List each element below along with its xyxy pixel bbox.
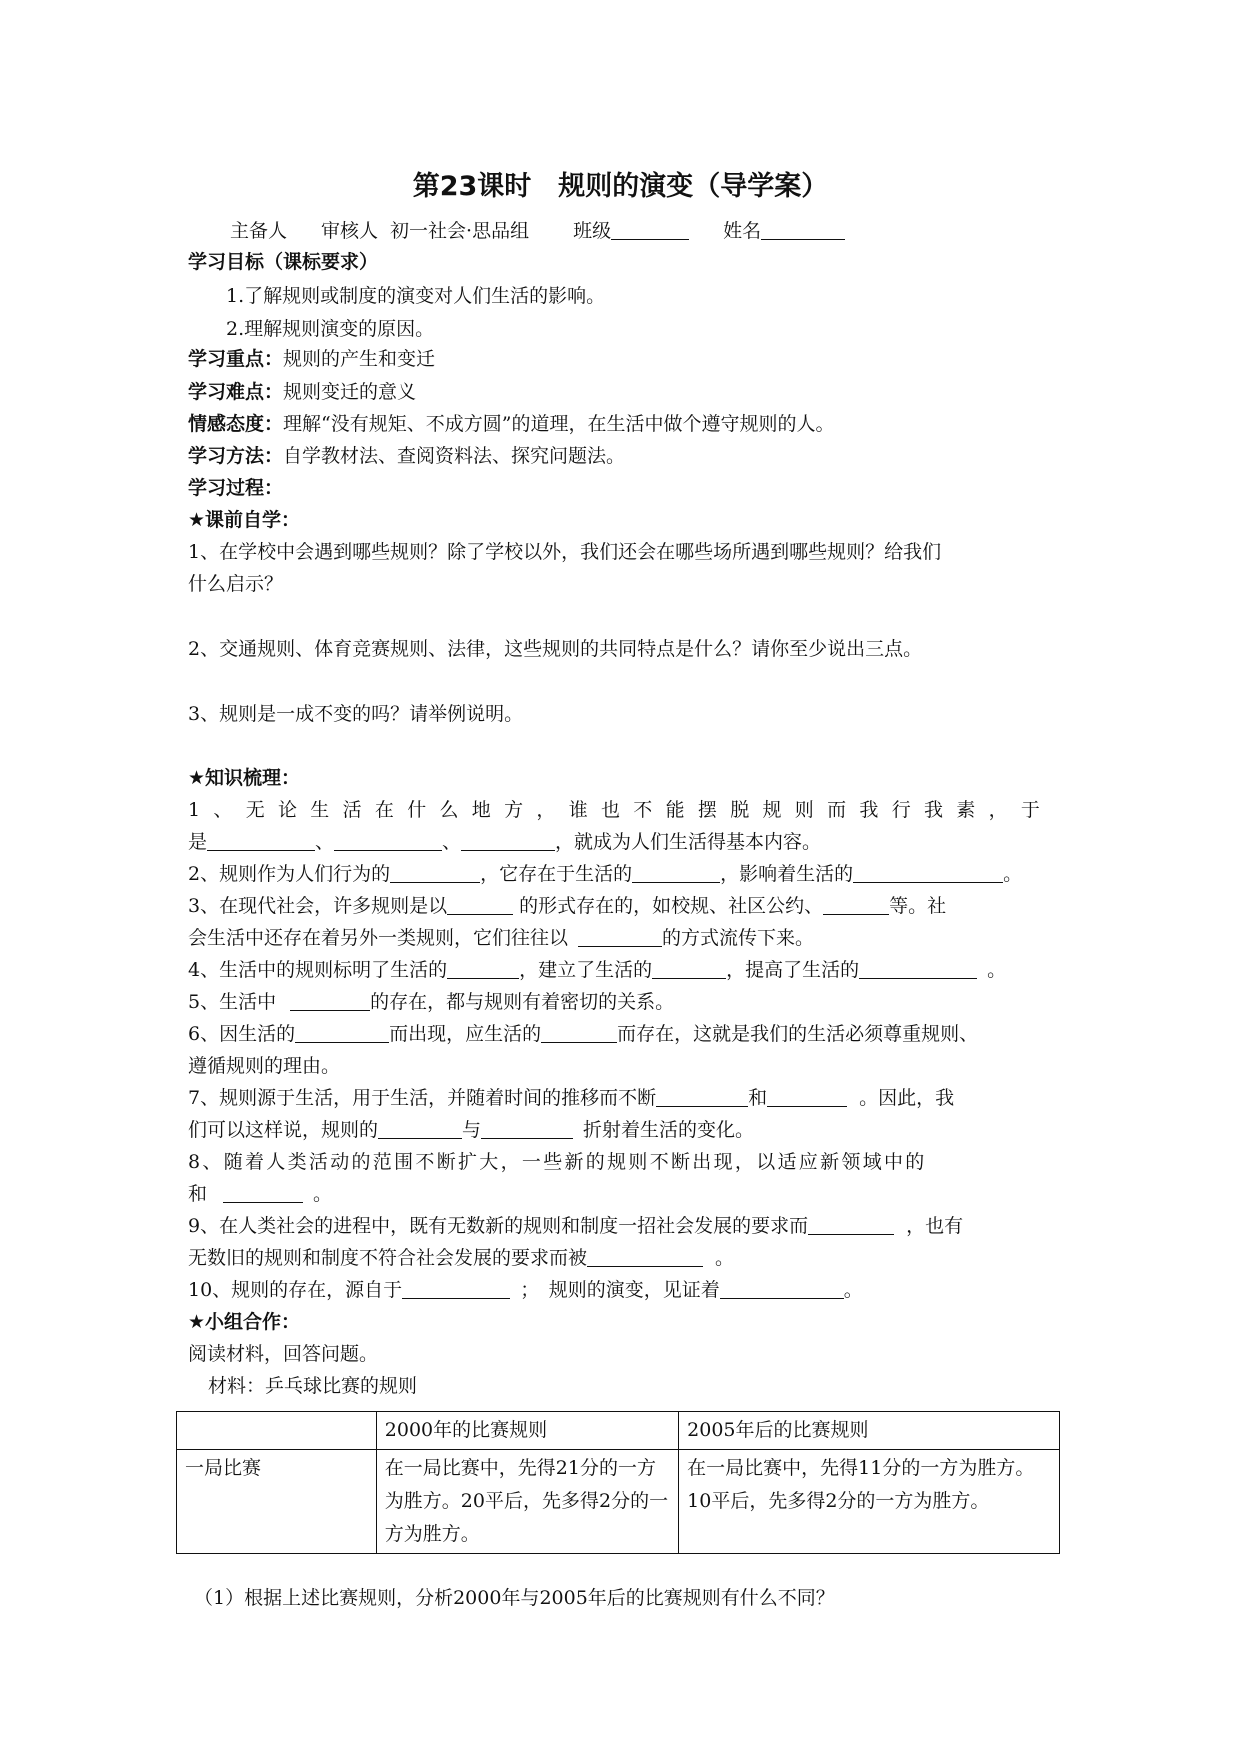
difficulty-label: 学习难点： <box>188 381 284 403</box>
knowledge-item-4 <box>188 957 1006 983</box>
key-point-label: 学习重点： <box>188 348 284 370</box>
knowledge-heading: ★知识梳理： <box>188 767 301 789</box>
text-segment: 2、规则作为人们行为的 <box>188 863 391 885</box>
method-label: 学习方法： <box>188 445 284 467</box>
text-segment: 和 <box>188 1183 208 1205</box>
knowledge-item-9-cont <box>188 1245 734 1271</box>
text-segment: 。 <box>843 1279 863 1301</box>
preview-question-3: 3、规则是一成不变的吗？请举例说明。 <box>188 703 524 725</box>
group-work-heading: ★小组合作： <box>188 1311 301 1333</box>
key-point-line <box>188 346 435 372</box>
knowledge-item-3-cont <box>188 925 814 951</box>
text-segment: 而存在，这就是我们的生活必须尊重规则、 <box>617 1023 979 1045</box>
text-segment: 。因此，我 <box>859 1087 955 1109</box>
text-segment: 无数旧的规则和制度不符合社会发展的要求而被 <box>188 1247 588 1269</box>
fill-blank[interactable] <box>652 958 726 979</box>
knowledge-item-6 <box>188 1021 978 1047</box>
text-segment: 7、规则源于生活，用于生活，并随着时间的推移而不断 <box>188 1087 657 1109</box>
method-line <box>188 443 625 469</box>
text-segment: 会生活中还存在着另外一类规则，它们往往以 <box>188 927 569 949</box>
author-label: 主备人 <box>230 220 288 242</box>
text-segment: 和 <box>748 1087 768 1109</box>
text-segment: 与 <box>462 1119 482 1141</box>
objective-item: 1.了解规则或制度的演变对人们生活的影响。 <box>226 285 606 307</box>
knowledge-item-7 <box>188 1085 954 1111</box>
process-label: 学习过程： <box>188 477 284 499</box>
preview-question-1: 1、在学校中会遇到哪些规则？除了学校以外，我们还会在哪些场所遇到哪些规则？给我们 <box>188 541 942 563</box>
table-cell: 一局比赛 <box>177 1450 377 1554</box>
knowledge-item-8-cont <box>188 1181 332 1207</box>
fill-blank[interactable] <box>447 958 519 979</box>
fill-blank[interactable] <box>207 830 315 851</box>
table-header-cell: 2000年的比赛规则 <box>376 1412 678 1450</box>
text-segment: 、 <box>442 831 462 853</box>
fill-blank[interactable] <box>720 1278 844 1299</box>
header-line <box>230 218 845 244</box>
class-label: 班级 <box>573 220 612 242</box>
text-segment: 10、规则的存在，源自于 <box>188 1279 403 1301</box>
fill-blank[interactable] <box>656 1086 748 1107</box>
fill-blank[interactable] <box>853 862 1003 883</box>
class-blank[interactable] <box>611 219 689 240</box>
key-point-text: 规则的产生和变迁 <box>283 348 436 370</box>
fill-blank[interactable] <box>461 830 555 851</box>
fill-blank[interactable] <box>290 990 370 1011</box>
text-segment: ； 规则的演变，见证着 <box>520 1279 720 1301</box>
fill-blank[interactable] <box>578 926 662 947</box>
fill-blank[interactable] <box>767 1086 847 1107</box>
attitude-label: 情感态度： <box>188 413 284 435</box>
knowledge-item-5 <box>188 989 674 1015</box>
table-header-cell: 2005年后的比赛规则 <box>679 1412 1060 1450</box>
text-segment: 折射着生活的变化。 <box>583 1119 755 1141</box>
fill-blank[interactable] <box>859 958 977 979</box>
knowledge-item-10 <box>188 1277 863 1303</box>
table-header-cell <box>177 1412 377 1450</box>
text-segment: 。 <box>1003 863 1023 885</box>
knowledge-item-9 <box>188 1213 963 1239</box>
text-segment: 的形式存在的，如校规、社区公约、 <box>519 895 824 917</box>
text-segment: 而出现，应生活的 <box>389 1023 542 1045</box>
fill-blank[interactable] <box>632 862 720 883</box>
group-work-intro: 阅读材料，回答问题。 <box>188 1343 379 1365</box>
knowledge-item-8: 8、随着人类活动的范围不断扩大，一些新的规则不断出现，以适应新领域中的 <box>188 1151 927 1173</box>
table-header-row <box>177 1412 1060 1450</box>
text-segment: ，就成为人们生活得基本内容。 <box>555 831 822 853</box>
text-segment: 。 <box>987 959 1007 981</box>
fill-blank[interactable] <box>223 1182 303 1203</box>
objective-item: 2.理解规则演变的原因。 <box>226 318 435 340</box>
text-segment: 是 <box>188 831 208 853</box>
group-work-question: （1）根据上述比赛规则，分析2000年与2005年后的比赛规则有什么不同？ <box>194 1587 835 1609</box>
table-row <box>177 1450 1060 1554</box>
knowledge-item-1-cont <box>188 829 821 855</box>
text-segment: ，建立了生活的 <box>519 959 653 981</box>
knowledge-item-1: 1、无论生活在什么地方，谁也不能摆脱规则而我行我素，于 <box>188 799 1054 821</box>
difficulty-line <box>188 379 416 405</box>
preview-question-2: 2、交通规则、体育竞赛规则、法律，这些规则的共同特点是什么？请你至少说出三点。 <box>188 638 923 660</box>
attitude-text: 理解“没有规矩、不成方圆”的道理，在生活中做个遵守规则的人。 <box>283 413 835 435</box>
text-segment: 的存在，都与规则有着密切的关系。 <box>370 991 675 1013</box>
text-segment: 们可以这样说，规则的 <box>188 1119 379 1141</box>
table-cell: 在一局比赛中，先得21分的一方为胜方。20平后，先多得2分的一方为胜方。 <box>376 1450 678 1554</box>
knowledge-item-6-cont: 遵循规则的理由。 <box>188 1055 341 1077</box>
preview-question-1-cont: 什么启示？ <box>188 573 284 595</box>
difficulty-text: 规则变迁的意义 <box>283 381 417 403</box>
knowledge-item-7-cont <box>188 1117 754 1143</box>
knowledge-item-2 <box>188 861 1022 887</box>
material-title: 材料：乒乓球比赛的规则 <box>208 1375 418 1397</box>
text-segment: ，它存在于生活的 <box>480 863 633 885</box>
fill-blank[interactable] <box>823 894 889 915</box>
table-cell: 在一局比赛中，先得11分的一方为胜方。10平后，先多得2分的一方为胜方。 <box>679 1450 1060 1554</box>
text-segment: 等。社 <box>889 895 947 917</box>
text-segment: ，也有 <box>906 1215 964 1237</box>
fill-blank[interactable] <box>378 1118 462 1139</box>
text-segment: 。 <box>313 1183 333 1205</box>
method-text: 自学教材法、查阅资料法、探究问题法。 <box>283 445 626 467</box>
fill-blank[interactable] <box>481 1118 573 1139</box>
text-segment: 6、因生活的 <box>188 1023 296 1045</box>
fill-blank[interactable] <box>295 1022 389 1043</box>
text-segment: 9、在人类社会的进程中，既有无数新的规则和制度一招社会发展的要求而 <box>188 1215 809 1237</box>
text-segment: ，影响着生活的 <box>720 863 854 885</box>
fill-blank[interactable] <box>390 862 480 883</box>
fill-blank[interactable] <box>447 894 513 915</box>
knowledge-item-3 <box>188 893 946 919</box>
reviewer-label: 审核人 <box>321 220 379 242</box>
text-segment: 。 <box>715 1247 735 1269</box>
fill-blank[interactable] <box>541 1022 617 1043</box>
fill-blank[interactable] <box>808 1214 894 1235</box>
fill-blank[interactable] <box>334 830 442 851</box>
page-title: 第23课时 规则的演变（导学案） <box>412 171 829 202</box>
text-segment: 、 <box>315 831 335 853</box>
text-segment: ，提高了生活的 <box>726 959 860 981</box>
name-label: 姓名 <box>723 220 762 242</box>
text-segment: 5、生活中 <box>188 991 277 1013</box>
text-segment: 4、生活中的规则标明了生活的 <box>188 959 448 981</box>
text-segment: 的方式流传下来。 <box>662 927 815 949</box>
name-blank[interactable] <box>761 219 845 240</box>
group-label: 初一社会·思品组 <box>390 220 530 242</box>
text-segment: 3、在现代社会，许多规则是以 <box>188 895 448 917</box>
preview-heading: ★课前自学： <box>188 509 301 531</box>
fill-blank[interactable] <box>587 1246 703 1267</box>
attitude-line <box>188 411 834 437</box>
rules-table <box>176 1411 1060 1554</box>
fill-blank[interactable] <box>402 1278 510 1299</box>
objectives-heading: 学习目标（课标要求） <box>188 251 379 273</box>
